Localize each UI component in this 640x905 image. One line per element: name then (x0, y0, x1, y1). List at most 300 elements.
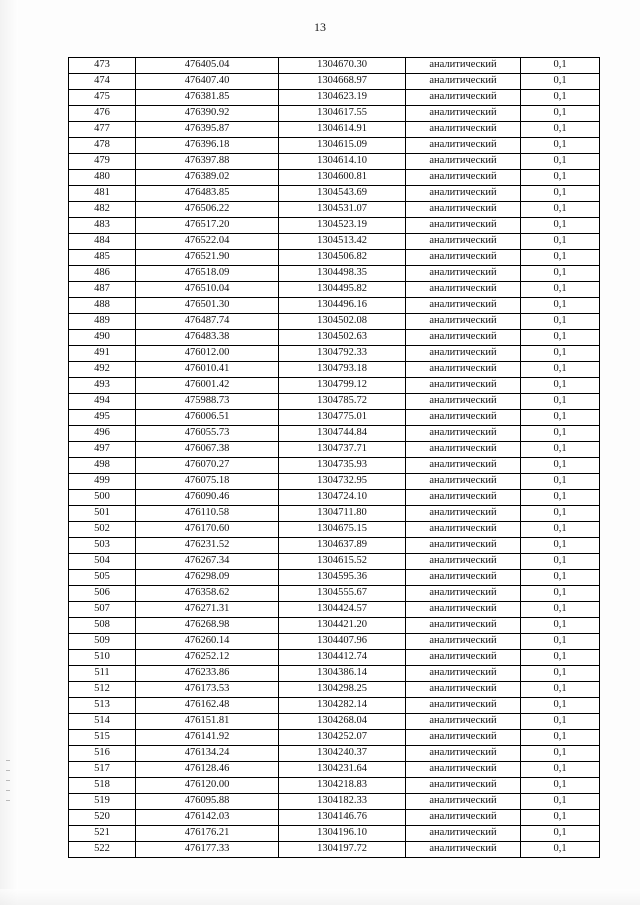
cell-coord-y: 1304146.76 (279, 810, 406, 826)
scan-edge-marks (6, 760, 12, 830)
cell-accuracy: 0,1 (521, 442, 600, 458)
cell-accuracy: 0,1 (521, 810, 600, 826)
cell-method: аналитический (406, 378, 521, 394)
cell-accuracy: 0,1 (521, 586, 600, 602)
cell-accuracy: 0,1 (521, 282, 600, 298)
cell-method: аналитический (406, 426, 521, 442)
cell-accuracy: 0,1 (521, 234, 600, 250)
cell-coord-x: 476522.04 (136, 234, 279, 250)
cell-coord-x: 476389.02 (136, 170, 279, 186)
cell-coord-x: 476358.62 (136, 586, 279, 602)
cell-number: 475 (69, 90, 136, 106)
cell-coord-y: 1304785.72 (279, 394, 406, 410)
cell-number: 520 (69, 810, 136, 826)
table-row (69, 586, 600, 602)
cell-method: аналитический (406, 794, 521, 810)
cell-method: аналитический (406, 698, 521, 714)
cell-coord-x: 476381.85 (136, 90, 279, 106)
cell-method: аналитический (406, 762, 521, 778)
cell-coord-x: 476128.46 (136, 762, 279, 778)
cell-coord-x: 476271.31 (136, 602, 279, 618)
cell-number: 521 (69, 826, 136, 842)
cell-coord-x: 476231.52 (136, 538, 279, 554)
cell-method: аналитический (406, 474, 521, 490)
table-row (69, 778, 600, 794)
cell-coord-y: 1304799.12 (279, 378, 406, 394)
table-row (69, 730, 600, 746)
cell-accuracy: 0,1 (521, 554, 600, 570)
cell-coord-x: 476006.51 (136, 410, 279, 426)
cell-coord-y: 1304555.67 (279, 586, 406, 602)
cell-number: 492 (69, 362, 136, 378)
cell-coord-x: 476075.18 (136, 474, 279, 490)
cell-coord-y: 1304775.01 (279, 410, 406, 426)
cell-coord-x: 476405.04 (136, 58, 279, 74)
cell-accuracy: 0,1 (521, 474, 600, 490)
cell-coord-x: 476298.09 (136, 570, 279, 586)
cell-accuracy: 0,1 (521, 202, 600, 218)
cell-number: 517 (69, 762, 136, 778)
scan-edge-shadow-bottom (0, 889, 640, 905)
cell-coord-x: 476012.00 (136, 346, 279, 362)
cell-coord-x: 476070.27 (136, 458, 279, 474)
cell-coord-y: 1304252.07 (279, 730, 406, 746)
cell-number: 487 (69, 282, 136, 298)
cell-accuracy: 0,1 (521, 362, 600, 378)
cell-coord-y: 1304498.35 (279, 266, 406, 282)
cell-coord-y: 1304637.89 (279, 538, 406, 554)
cell-method: аналитический (406, 634, 521, 650)
cell-method: аналитический (406, 90, 521, 106)
table-row (69, 266, 600, 282)
cell-coord-y: 1304543.69 (279, 186, 406, 202)
cell-number: 489 (69, 314, 136, 330)
cell-coord-x: 476170.60 (136, 522, 279, 538)
cell-method: аналитический (406, 74, 521, 90)
cell-number: 503 (69, 538, 136, 554)
cell-number: 476 (69, 106, 136, 122)
cell-coord-y: 1304412.74 (279, 650, 406, 666)
table-row (69, 218, 600, 234)
cell-accuracy: 0,1 (521, 106, 600, 122)
cell-coord-x: 475988.73 (136, 394, 279, 410)
cell-accuracy: 0,1 (521, 250, 600, 266)
cell-coord-x: 476518.09 (136, 266, 279, 282)
cell-coord-y: 1304231.64 (279, 762, 406, 778)
cell-method: аналитический (406, 506, 521, 522)
cell-coord-x: 476162.48 (136, 698, 279, 714)
cell-coord-x: 476151.81 (136, 714, 279, 730)
cell-method: аналитический (406, 538, 521, 554)
cell-accuracy: 0,1 (521, 634, 600, 650)
table-row (69, 506, 600, 522)
cell-number: 478 (69, 138, 136, 154)
cell-accuracy: 0,1 (521, 730, 600, 746)
cell-accuracy: 0,1 (521, 778, 600, 794)
cell-coord-x: 476487.74 (136, 314, 279, 330)
cell-coord-x: 476483.85 (136, 186, 279, 202)
table-row (69, 810, 600, 826)
cell-method: аналитический (406, 266, 521, 282)
cell-accuracy: 0,1 (521, 602, 600, 618)
cell-coord-y: 1304386.14 (279, 666, 406, 682)
table-row (69, 538, 600, 554)
cell-coord-x: 476395.87 (136, 122, 279, 138)
cell-method: аналитический (406, 362, 521, 378)
cell-number: 474 (69, 74, 136, 90)
cell-accuracy: 0,1 (521, 714, 600, 730)
cell-number: 488 (69, 298, 136, 314)
cell-number: 511 (69, 666, 136, 682)
cell-coord-x: 476407.40 (136, 74, 279, 90)
cell-coord-x: 476268.98 (136, 618, 279, 634)
table-row (69, 90, 600, 106)
cell-method: аналитический (406, 410, 521, 426)
table-row (69, 170, 600, 186)
cell-method: аналитический (406, 618, 521, 634)
table-body (69, 58, 600, 858)
cell-number: 522 (69, 842, 136, 858)
cell-coord-y: 1304670.30 (279, 58, 406, 74)
cell-coord-y: 1304240.37 (279, 746, 406, 762)
cell-number: 494 (69, 394, 136, 410)
table-row (69, 58, 600, 74)
table-row (69, 666, 600, 682)
cell-number: 477 (69, 122, 136, 138)
table-row (69, 250, 600, 266)
edge-mark (6, 770, 10, 771)
cell-coord-y: 1304735.93 (279, 458, 406, 474)
table-row (69, 698, 600, 714)
cell-coord-y: 1304218.83 (279, 778, 406, 794)
table-row (69, 490, 600, 506)
cell-method: аналитический (406, 602, 521, 618)
cell-method: аналитический (406, 650, 521, 666)
cell-coord-y: 1304421.20 (279, 618, 406, 634)
cell-coord-y: 1304523.19 (279, 218, 406, 234)
cell-accuracy: 0,1 (521, 522, 600, 538)
cell-number: 515 (69, 730, 136, 746)
table-row (69, 298, 600, 314)
cell-accuracy: 0,1 (521, 490, 600, 506)
table-row (69, 634, 600, 650)
table-row (69, 154, 600, 170)
cell-method: аналитический (406, 122, 521, 138)
cell-method: аналитический (406, 682, 521, 698)
cell-number: 507 (69, 602, 136, 618)
cell-number: 519 (69, 794, 136, 810)
cell-method: аналитический (406, 586, 521, 602)
cell-method: аналитический (406, 330, 521, 346)
cell-method: аналитический (406, 58, 521, 74)
cell-accuracy: 0,1 (521, 842, 600, 858)
cell-accuracy: 0,1 (521, 122, 600, 138)
table-row (69, 762, 600, 778)
cell-method: аналитический (406, 298, 521, 314)
cell-accuracy: 0,1 (521, 762, 600, 778)
cell-accuracy: 0,1 (521, 314, 600, 330)
table-row (69, 826, 600, 842)
cell-coord-y: 1304792.33 (279, 346, 406, 362)
cell-method: аналитический (406, 810, 521, 826)
cell-coord-y: 1304282.14 (279, 698, 406, 714)
cell-coord-y: 1304496.16 (279, 298, 406, 314)
cell-coord-x: 476233.86 (136, 666, 279, 682)
cell-coord-y: 1304502.63 (279, 330, 406, 346)
cell-number: 491 (69, 346, 136, 362)
cell-number: 505 (69, 570, 136, 586)
table-row (69, 682, 600, 698)
cell-number: 506 (69, 586, 136, 602)
cell-method: аналитический (406, 250, 521, 266)
table-row (69, 394, 600, 410)
cell-accuracy: 0,1 (521, 298, 600, 314)
cell-coord-y: 1304617.55 (279, 106, 406, 122)
cell-number: 497 (69, 442, 136, 458)
table-row (69, 234, 600, 250)
cell-accuracy: 0,1 (521, 426, 600, 442)
cell-accuracy: 0,1 (521, 186, 600, 202)
cell-coord-y: 1304615.09 (279, 138, 406, 154)
cell-accuracy: 0,1 (521, 394, 600, 410)
cell-number: 485 (69, 250, 136, 266)
cell-accuracy: 0,1 (521, 666, 600, 682)
cell-number: 499 (69, 474, 136, 490)
cell-coord-x: 476142.03 (136, 810, 279, 826)
cell-coord-x: 476510.04 (136, 282, 279, 298)
cell-coord-x: 476483.38 (136, 330, 279, 346)
cell-number: 480 (69, 170, 136, 186)
cell-coord-x: 476010.41 (136, 362, 279, 378)
cell-accuracy: 0,1 (521, 682, 600, 698)
cell-accuracy: 0,1 (521, 90, 600, 106)
cell-method: аналитический (406, 154, 521, 170)
cell-accuracy: 0,1 (521, 378, 600, 394)
cell-coord-y: 1304268.04 (279, 714, 406, 730)
table-row (69, 186, 600, 202)
cell-number: 493 (69, 378, 136, 394)
cell-method: аналитический (406, 778, 521, 794)
cell-method: аналитический (406, 234, 521, 250)
cell-accuracy: 0,1 (521, 570, 600, 586)
cell-coord-y: 1304506.82 (279, 250, 406, 266)
cell-coord-y: 1304614.91 (279, 122, 406, 138)
table-row (69, 122, 600, 138)
cell-number: 513 (69, 698, 136, 714)
cell-coord-y: 1304531.07 (279, 202, 406, 218)
table-row (69, 314, 600, 330)
cell-method: аналитический (406, 570, 521, 586)
table-row (69, 426, 600, 442)
cell-method: аналитический (406, 730, 521, 746)
cell-number: 479 (69, 154, 136, 170)
table-row (69, 346, 600, 362)
cell-coord-x: 476120.00 (136, 778, 279, 794)
cell-coord-x: 476001.42 (136, 378, 279, 394)
cell-accuracy: 0,1 (521, 458, 600, 474)
cell-coord-y: 1304614.10 (279, 154, 406, 170)
cell-accuracy: 0,1 (521, 826, 600, 842)
edge-mark (6, 800, 10, 801)
cell-number: 482 (69, 202, 136, 218)
cell-number: 501 (69, 506, 136, 522)
table-row (69, 842, 600, 858)
cell-number: 504 (69, 554, 136, 570)
cell-accuracy: 0,1 (521, 746, 600, 762)
cell-method: аналитический (406, 714, 521, 730)
cell-number: 486 (69, 266, 136, 282)
cell-coord-x: 476173.53 (136, 682, 279, 698)
table-row (69, 138, 600, 154)
cell-number: 510 (69, 650, 136, 666)
cell-coord-x: 476110.58 (136, 506, 279, 522)
cell-coord-x: 476267.34 (136, 554, 279, 570)
table-row (69, 378, 600, 394)
cell-coord-y: 1304197.72 (279, 842, 406, 858)
cell-coord-y: 1304595.36 (279, 570, 406, 586)
cell-number: 490 (69, 330, 136, 346)
cell-accuracy: 0,1 (521, 698, 600, 714)
cell-accuracy: 0,1 (521, 138, 600, 154)
cell-accuracy: 0,1 (521, 410, 600, 426)
cell-method: аналитический (406, 282, 521, 298)
cell-coord-x: 476396.18 (136, 138, 279, 154)
table-row (69, 746, 600, 762)
cell-accuracy: 0,1 (521, 330, 600, 346)
cell-coord-x: 476177.33 (136, 842, 279, 858)
table-row (69, 362, 600, 378)
cell-accuracy: 0,1 (521, 218, 600, 234)
cell-coord-x: 476390.92 (136, 106, 279, 122)
cell-coord-y: 1304298.25 (279, 682, 406, 698)
coordinates-table-wrapper (68, 57, 574, 858)
cell-number: 495 (69, 410, 136, 426)
cell-coord-y: 1304502.08 (279, 314, 406, 330)
cell-coord-x: 476252.12 (136, 650, 279, 666)
cell-method: аналитический (406, 490, 521, 506)
cell-coord-x: 476134.24 (136, 746, 279, 762)
cell-method: аналитический (406, 826, 521, 842)
cell-method: аналитический (406, 314, 521, 330)
cell-method: аналитический (406, 170, 521, 186)
cell-method: аналитический (406, 554, 521, 570)
edge-mark (6, 790, 10, 791)
cell-accuracy: 0,1 (521, 346, 600, 362)
cell-number: 484 (69, 234, 136, 250)
cell-coord-y: 1304737.71 (279, 442, 406, 458)
cell-method: аналитический (406, 138, 521, 154)
table-row (69, 570, 600, 586)
coordinates-table (68, 57, 600, 858)
cell-method: аналитический (406, 394, 521, 410)
cell-method: аналитический (406, 346, 521, 362)
cell-number: 509 (69, 634, 136, 650)
cell-number: 512 (69, 682, 136, 698)
cell-accuracy: 0,1 (521, 266, 600, 282)
cell-coord-x: 476521.90 (136, 250, 279, 266)
cell-coord-x: 476090.46 (136, 490, 279, 506)
cell-coord-x: 476095.88 (136, 794, 279, 810)
cell-method: аналитический (406, 186, 521, 202)
cell-coord-y: 1304196.10 (279, 826, 406, 842)
table-row (69, 522, 600, 538)
cell-coord-y: 1304744.84 (279, 426, 406, 442)
cell-method: аналитический (406, 666, 521, 682)
cell-accuracy: 0,1 (521, 618, 600, 634)
cell-coord-y: 1304675.15 (279, 522, 406, 538)
cell-accuracy: 0,1 (521, 794, 600, 810)
edge-mark (6, 780, 10, 781)
cell-method: аналитический (406, 218, 521, 234)
cell-coord-y: 1304793.18 (279, 362, 406, 378)
edge-mark (6, 760, 10, 761)
cell-method: аналитический (406, 522, 521, 538)
cell-number: 496 (69, 426, 136, 442)
cell-coord-x: 476067.38 (136, 442, 279, 458)
cell-coord-x: 476517.20 (136, 218, 279, 234)
cell-coord-y: 1304623.19 (279, 90, 406, 106)
cell-coord-y: 1304424.57 (279, 602, 406, 618)
cell-number: 518 (69, 778, 136, 794)
table-row (69, 458, 600, 474)
cell-method: аналитический (406, 746, 521, 762)
cell-number: 514 (69, 714, 136, 730)
cell-accuracy: 0,1 (521, 650, 600, 666)
table-row (69, 474, 600, 490)
cell-accuracy: 0,1 (521, 506, 600, 522)
table-row (69, 282, 600, 298)
cell-accuracy: 0,1 (521, 154, 600, 170)
cell-coord-y: 1304182.33 (279, 794, 406, 810)
cell-coord-x: 476501.30 (136, 298, 279, 314)
cell-number: 516 (69, 746, 136, 762)
cell-method: аналитический (406, 442, 521, 458)
table-row (69, 202, 600, 218)
cell-coord-x: 476176.21 (136, 826, 279, 842)
cell-coord-y: 1304724.10 (279, 490, 406, 506)
cell-coord-x: 476260.14 (136, 634, 279, 650)
page-number: 13 (314, 20, 326, 34)
cell-coord-y: 1304615.52 (279, 554, 406, 570)
table-row (69, 330, 600, 346)
cell-method: аналитический (406, 458, 521, 474)
cell-coord-x: 476506.22 (136, 202, 279, 218)
table-row (69, 650, 600, 666)
cell-accuracy: 0,1 (521, 58, 600, 74)
cell-coord-x: 476397.88 (136, 154, 279, 170)
table-row (69, 74, 600, 90)
cell-accuracy: 0,1 (521, 170, 600, 186)
table-row (69, 106, 600, 122)
table-row (69, 602, 600, 618)
cell-coord-y: 1304495.82 (279, 282, 406, 298)
cell-number: 508 (69, 618, 136, 634)
cell-number: 498 (69, 458, 136, 474)
cell-coord-x: 476141.92 (136, 730, 279, 746)
cell-coord-x: 476055.73 (136, 426, 279, 442)
table-row (69, 618, 600, 634)
cell-number: 473 (69, 58, 136, 74)
cell-method: аналитический (406, 106, 521, 122)
cell-method: аналитический (406, 202, 521, 218)
table-row (69, 714, 600, 730)
cell-number: 502 (69, 522, 136, 538)
cell-coord-y: 1304668.97 (279, 74, 406, 90)
cell-number: 500 (69, 490, 136, 506)
cell-number: 481 (69, 186, 136, 202)
cell-coord-y: 1304513.42 (279, 234, 406, 250)
table-row (69, 794, 600, 810)
